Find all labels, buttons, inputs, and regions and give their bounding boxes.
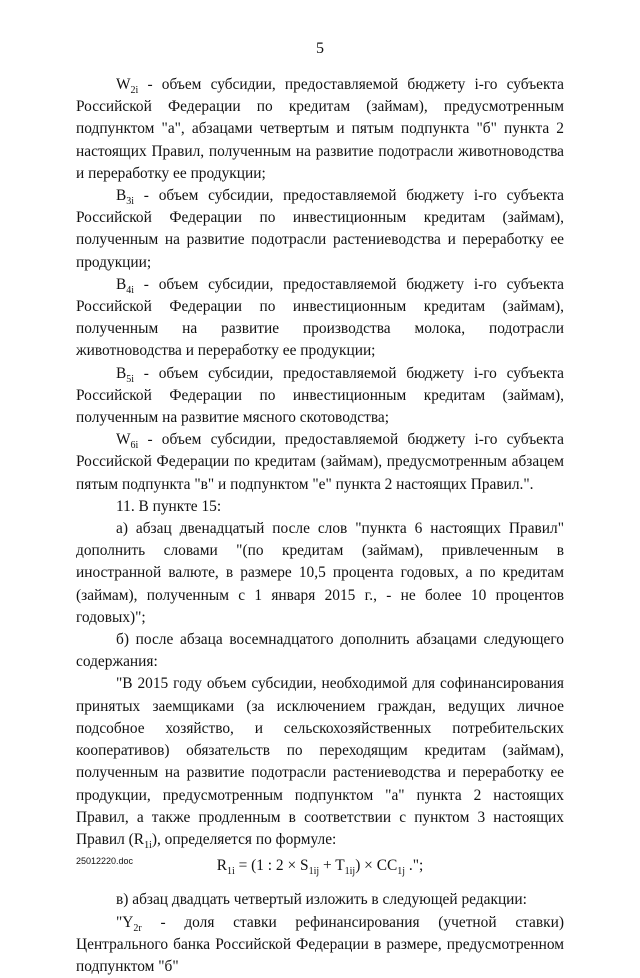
paragraph-b4i: $B_{4i}$ - объем субсидии, предоставляемой бюджету i-го субъекта Российской Федерации по инвестиционным кредитам (займам), полученным на развитие производства молока, подотрасли животноводства и переработку ее продукции; (76, 275, 564, 360)
file-name-footer: 25012220.doc (76, 856, 134, 866)
paragraph-b5i: $B_{5i}$ - объем субсидии, предоставляемой бюджету i-го субъекта Российской Федерации по инвестиционным кредитам (займам), полученным на развитие мясного скотоводства; (76, 364, 564, 427)
page-number: 5 (316, 40, 324, 57)
formula: $R_{1i} = (1$ : $2 \times S_{1ij} + T_{1ij}) \times CC_{1j}$ ."; (216, 857, 424, 878)
paragraph-y2r: "$Y_{2r}$ - доля ставки рефинансирования (учетной ставки) Центрального банка Российской Федерации в размере, предусмотренном подпунктом "б" (76, 913, 564, 975)
paragraph-b3i: $B_{3i}$ - объем субсидии, предоставляемой бюджету i-го субъекта Российской Федерации по инвестиционным кредитам (займам), полученным на развитие подотрасли растениеводства и переработку ее продукции; (76, 187, 564, 271)
paragraph-sub-b: б) после абзаца восемнадцатого дополнить абзацами следующего содержания: (76, 631, 564, 671)
paragraph-sub-a: а) абзац двенадцатый после слов "пункта 6 настоящих Правил" дополнить словами "(по кредитам (займам), привлеченным в иностранной валюте, в размере 10,5 процента годовых, а по кредитам (займам), полученным с 1 января 2015 г., - не более 10 процентов годовых)"; (76, 520, 564, 626)
paragraph-w2i: $W_{2i}$ - объем субсидии, предоставляемой бюджету i-го субъекта Российской Федерации по кредитам (займам), предусмотренным подпунктом "а", абзацами четвертым и пятым подпункта "б" пункта 2 настоящих Правил, полученным на развитие подотрасли животноводства и переработку ее продукции; (76, 76, 564, 182)
paragraph-2015-subsidy: "В 2015 году объем субсидии, необходимой для софинансирования принятых заемщиками (за исключением граждан, ведущих личное подсобное хозяйство, и сельскохозяйственных потребительских кооперативов) обязательств по переходящим кредитам (займам), полученным на развитие подотрасли растениеводства и переработку ее продукции, предусмотренным подпунктом "а" пункта 2 настоящих Правил, а также продленным в соответствии с пунктом 3 настоящих Правил $(R_{1i})$, определяется по формуле: (76, 675, 564, 851)
document-body (76, 74, 564, 978)
paragraph-sub-v: в) абзац двадцать четвертый изложить в следующей редакции: (116, 891, 527, 909)
paragraph-item-11: 11. В пункте 15: (116, 497, 222, 515)
paragraph-w6i: $W_{6i}$ - объем субсидии, предоставляемой бюджету i-го субъекта Российской Федерации по кредитам (займам), предусмотренным абзацем пятым подпункта "в" и подпунктом "е" пункта 2 настоящих Правил.". (76, 431, 564, 493)
